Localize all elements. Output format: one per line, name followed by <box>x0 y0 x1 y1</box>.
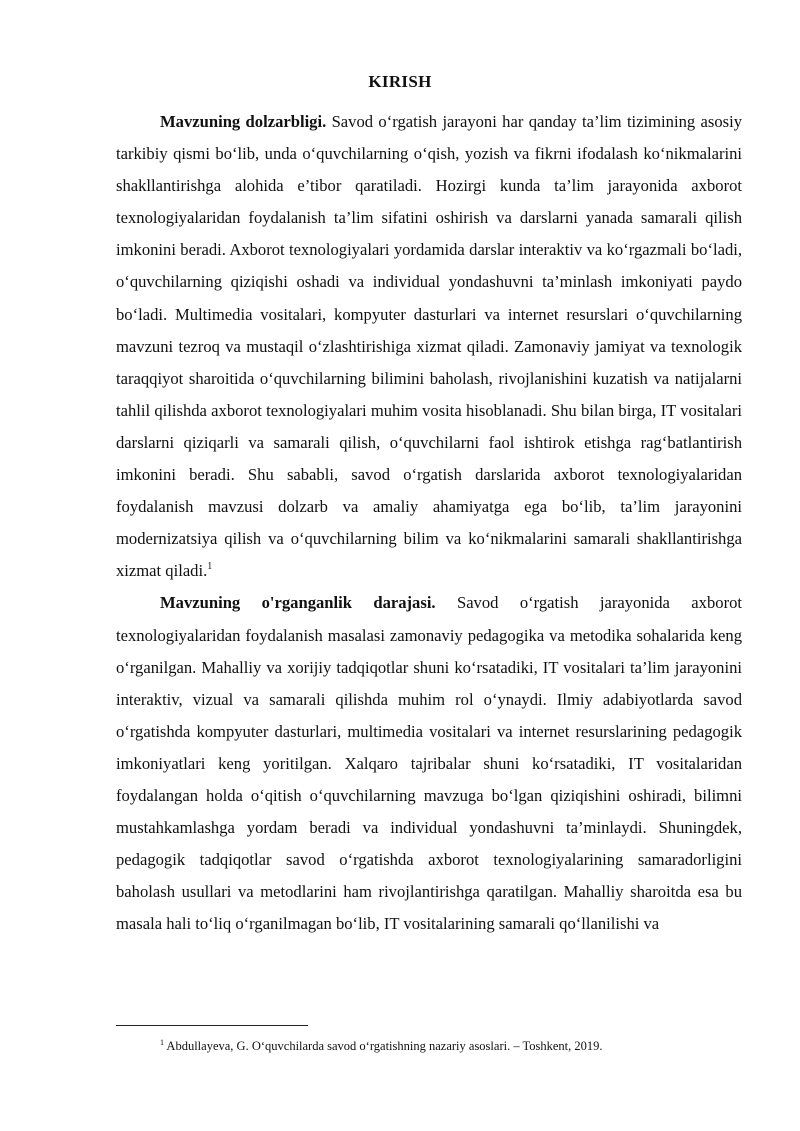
footnote-divider <box>116 1025 308 1026</box>
footnote <box>160 1038 760 1054</box>
relevance-text: Savod o‘rgatish jarayoni har qanday ta’lim tizimining asosiy tarkibiy qismi bo‘lib, unda o‘quvchilarning o‘qish, yozish va fikrni ifodalash ko‘nikmalarini shakllantirishga alohida e’tibor qaratiladi. Hozirgi kunda ta’lim jarayonida axborot texnologiyalaridan foydalanish ta’lim sifatini oshirish va darslarni yanada samarali qilish imkonini beradi. Axborot texnologiyalari yordamida darslar interaktiv va ko‘rgazmali bo‘ladi, o‘quvchilarning qiziqishi oshadi va individual yondashuvni ta’minlash imkoniyati paydo bo‘ladi. Multimedia vositalari, kompyuter dasturlari va internet resurslari o‘quvchilarning mavzuni tezroq va mustaqil o‘zlashtirishiga xizmat qiladi. Zamonaviy jamiyat va texnologik taraqqiyot sharoitida o‘quvchilarning bilimini baholash, rivojlanishini kuzatish va natijalarni tahlil qilishda axborot texnologiyalari muhim vosita hisoblanadi. Shu bilan birga, IT vositalari darslarni qiziqarli va samarali qilish, o‘quvchilarni faol ishtirok etishga rag‘batlantirish imkonini beradi. Shu sababli, savod o‘rgatish darslarida axborot texnologiyalaridan foydalanish mavzusi dolzarb va amaliy ahamiyatga ega bo‘lib, ta’lim jarayonini modernizatsiya qilish va o‘quvchilarning bilim va ko‘nikmalarini samarali shakllantirishga xizmat qiladi. <box>116 112 742 581</box>
page-title: KIRISH <box>368 72 432 91</box>
document-body <box>116 106 742 940</box>
footnote-number: 1 <box>160 1038 164 1047</box>
paragraph-relevance <box>116 106 742 587</box>
paragraph-study-degree <box>116 587 742 940</box>
study-degree-text: Savod o‘rgatish jarayonida axborot texnologiyalaridan foydalanish masalasi zamonaviy pedagogika va metodika sohalarida keng o‘rganilgan. Mahalliy va xorijiy tadqiqotlar shuni ko‘rsatadiki, IT vositalari ta’lim jarayonini interaktiv, vizual va samarali qilishda muhim rol o‘ynaydi. Ilmiy adabiyotlarda savod o‘rgatishda kompyuter dasturlari, multimedia vositalari va internet resurslarining pedagogik imkoniyatlari keng yoritilgan. Xalqaro tajribalar shuni ko‘rsatadiki, IT vositalaridan foydalangan holda o‘qitish o‘quvchilarning mavzuga bo‘lgan qiziqishini oshiradi, bilimni mustahkamlashga yordam beradi va individual yondashuvni ta’minlaydi. Shuningdek, pedagogik tadqiqotlar savod o‘rgatishda axborot texnologiyalarining samaradorligini baholash usullari va metodlarini ham rivojlantirishga qaratilgan. Mahalliy sharoitda esa bu masala hali to‘liq o‘rganilmagan bo‘lib, IT vositalarining samarali qo‘llanilishi va <box>116 593 742 934</box>
relevance-heading: Mavzuning dolzarbligi. <box>160 112 327 131</box>
study-degree-heading: Mavzuning o'rganganlik darajasi. <box>160 593 436 613</box>
footnote-text: Abdullayeva, G. O‘quvchilarda savod o‘rgatishning nazariy asoslari. – Toshkent, 2019. <box>164 1039 603 1053</box>
footnote-reference[interactable]: 1 <box>207 561 213 573</box>
